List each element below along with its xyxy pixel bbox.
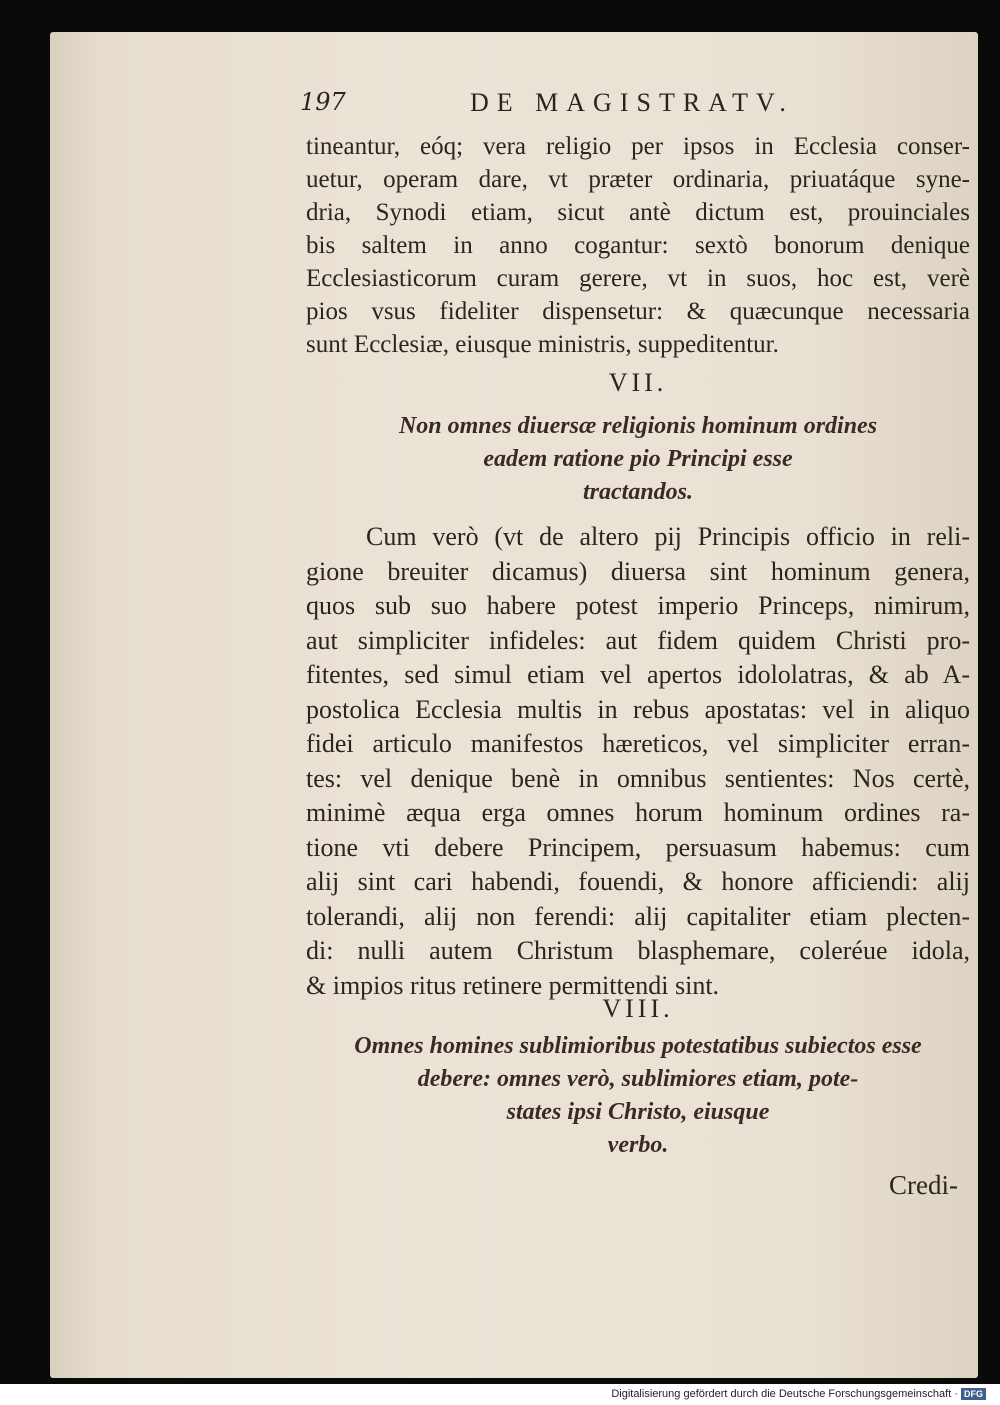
text-line: dria, Synodi etiam, sicut antè dictum est, prouinciales bbox=[306, 199, 970, 226]
heading-line: verbo. bbox=[607, 1132, 669, 1158]
section-8-heading bbox=[300, 1030, 976, 1162]
heading-line: debere: omnes verò, sublimiores etiam, pote- bbox=[417, 1066, 859, 1092]
text-line: Ecclesiasticorum curam gerere, vt in suos, hoc est, verè bbox=[306, 265, 970, 292]
text-line: di: nulli autem Christum blasphemare, coleréue idola, bbox=[306, 936, 970, 965]
heading-line: Omnes homines sublimioribus potestatibus subiectos esse bbox=[354, 1033, 922, 1059]
text-line: uetur, operam dare, vt præter ordinaria, priuatáque syne- bbox=[306, 166, 970, 193]
heading-line: eadem ratione pio Principi esse bbox=[483, 446, 793, 472]
text-line: Cum verò (vt de altero pij Principis officio in reli- bbox=[366, 522, 970, 551]
paragraph-2 bbox=[306, 520, 970, 1003]
dfg-logo-icon: DFG bbox=[961, 1388, 986, 1400]
text-line: postolica Ecclesia multis in rebus apostatas: vel in aliquo bbox=[306, 694, 970, 724]
text-line: tineantur, eóq; vera religio per ipsos in Ecclesia conser- bbox=[306, 133, 970, 160]
text-line: pios vsus fideliter dispensetur: & quæcunque necessaria bbox=[306, 298, 970, 325]
heading-line: tractandos. bbox=[582, 479, 693, 505]
text-line: fitentes, sed simul etiam vel apertos idololatras, & ab A- bbox=[306, 660, 970, 689]
text-line: sunt Ecclesiæ, eiusque ministris, suppeditentur. bbox=[306, 331, 779, 358]
digitization-credit bbox=[611, 1388, 986, 1400]
text-line: quos sub suo habere potest imperio Princeps, nimirum, bbox=[306, 591, 970, 620]
text-line: bis saltem in anno cogantur: sextò bonorum denique bbox=[306, 232, 970, 259]
section-8-number: VIII. bbox=[602, 994, 674, 1023]
page-header bbox=[300, 88, 980, 128]
heading-line: states ipsi Christo, eiusque bbox=[506, 1099, 770, 1125]
section-7-heading bbox=[300, 410, 976, 509]
paragraph-1 bbox=[306, 130, 970, 361]
catchword: Credi- bbox=[889, 1170, 958, 1200]
credit-text: Digitalisierung gefördert durch die Deutsche Forschungsgemeinschaft · bbox=[611, 1388, 958, 1400]
heading-line: Non omnes diuersæ religionis hominum ordines bbox=[398, 413, 878, 439]
text-line: & impios ritus retinere permittendi sint. bbox=[306, 970, 720, 1000]
text-line: tione vti debere Principem, persuasum habemus: cum bbox=[306, 832, 970, 862]
text-line: fidei articulo manifestos hæreticos, vel simpliciter erran- bbox=[306, 729, 970, 758]
text-line: tolerandi, alij non ferendi: alij capitaliter etiam plecten- bbox=[306, 901, 970, 931]
text-line: gione breuiter dicamus) diuersa sint hominum genera, bbox=[306, 556, 970, 586]
text-line: minimè æqua erga omnes horum hominum ordines ra- bbox=[306, 798, 970, 827]
running-title: DE MAGISTRATV. bbox=[470, 88, 794, 117]
text-line: alij sint cari habendi, fouendi, & honore afficiendi: alij bbox=[306, 867, 970, 896]
section-7-number: VII. bbox=[608, 368, 668, 397]
text-line: aut simpliciter infideles: aut fidem quidem Christi pro- bbox=[306, 625, 970, 655]
page-number: 197 bbox=[300, 88, 346, 116]
text-line: tes: vel denique benè in omnibus sentientes: Nos certè, bbox=[306, 763, 970, 793]
